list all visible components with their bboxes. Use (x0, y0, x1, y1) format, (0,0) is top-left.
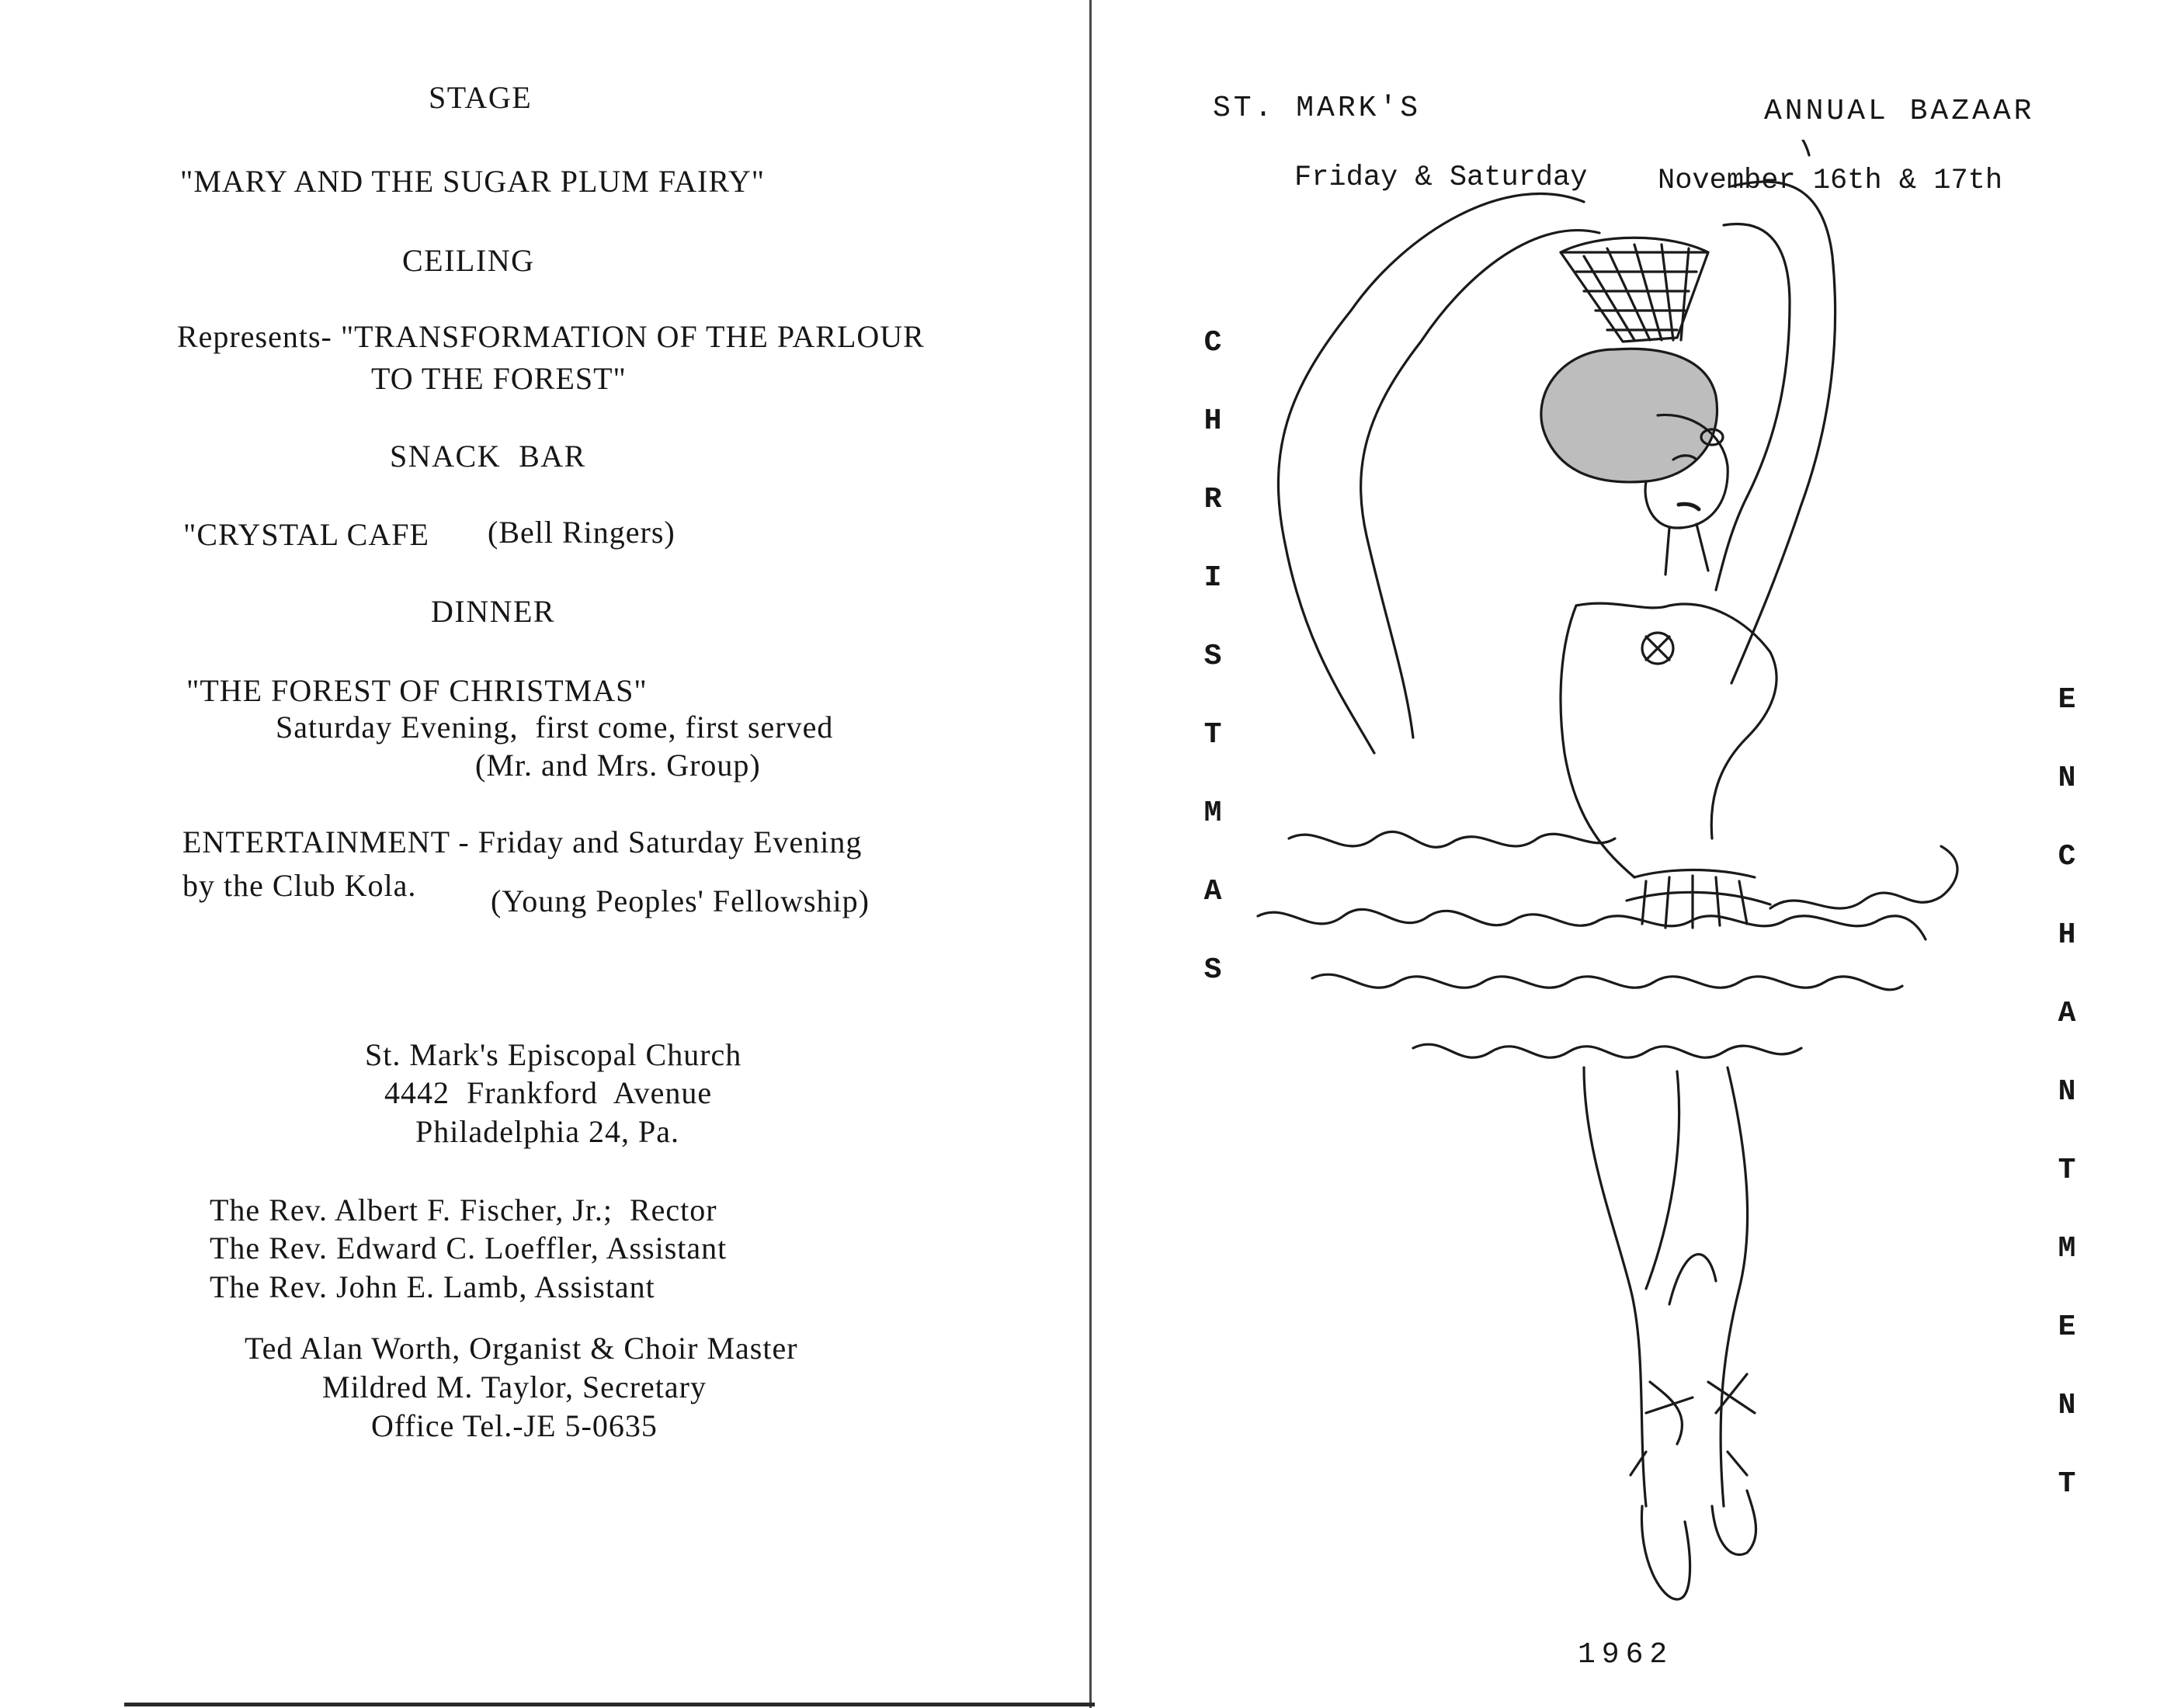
clergy-line: The Rev. Albert F. Fischer, Jr.; Rector (210, 1192, 717, 1227)
staff-line: Office Tel.-JE 5-0635 (371, 1408, 658, 1443)
clergy-line: The Rev. Edward C. Loeffler, Assistant (210, 1231, 728, 1265)
bazaar-days: Friday & Saturday (1294, 161, 1588, 194)
ceiling-heading: CEILING (402, 243, 535, 278)
ceiling-line-1: Represents- "TRANSFORMATION OF THE PARLOUR (177, 319, 925, 354)
page-bottom-edge (124, 1703, 1095, 1706)
vertical-letter: N (2058, 1389, 2076, 1422)
snack-bar-heading: SNACK BAR (390, 439, 586, 474)
vertical-letter: M (2058, 1232, 2076, 1265)
bazaar-title-left: ST. MARK'S (1213, 92, 1422, 125)
dinner-group: (Mr. and Mrs. Group) (475, 748, 761, 783)
vertical-letter: S (1203, 953, 1222, 987)
snack-bar-name: "CRYSTAL CAFE (183, 517, 429, 552)
dinner-heading: DINNER (431, 594, 556, 629)
entertainment-group: (Young Peoples' Fellowship) (491, 884, 870, 918)
church-street: 4442 Frankford Avenue (384, 1075, 713, 1110)
snack-bar-group: (Bell Ringers) (488, 515, 675, 550)
staff-line: Mildred M. Taylor, Secretary (322, 1370, 707, 1404)
dinner-time: Saturday Evening, first come, first served (276, 710, 834, 745)
vertical-letter: T (1203, 718, 1222, 752)
vertical-letter: M (1203, 797, 1222, 830)
vertical-letter: T (2058, 1154, 2076, 1187)
ballerina-illustration-icon (1211, 140, 1972, 1615)
vertical-letter: E (2058, 1311, 2076, 1344)
church-name: St. Mark's Episcopal Church (365, 1037, 742, 1072)
bazaar-title-right: ANNUAL BAZAAR (1764, 95, 2035, 128)
bazaar-dates: November 16th & 17th (1658, 165, 2003, 197)
staff-line: Ted Alan Worth, Organist & Choir Master (245, 1331, 798, 1366)
vertical-letter: C (2058, 840, 2076, 873)
vertical-letter: A (2058, 997, 2076, 1030)
dinner-title: "THE FOREST OF CHRISTMAS" (186, 673, 648, 708)
vertical-letter: N (2058, 1075, 2076, 1109)
vertical-letter: H (2058, 918, 2076, 952)
stage-heading: STAGE (429, 80, 533, 115)
vertical-letter: E (2058, 683, 2076, 717)
stage-title: "MARY AND THE SUGAR PLUM FAIRY" (180, 164, 766, 199)
church-city: Philadelphia 24, Pa. (415, 1114, 679, 1149)
vertical-letter: S (1203, 640, 1222, 673)
vertical-letter: C (1203, 326, 1222, 359)
entertainment-line-2: by the Club Kola. (182, 868, 417, 903)
vertical-letter: N (2058, 762, 2076, 795)
entertainment-line-1: ENTERTAINMENT - Friday and Saturday Evening (182, 824, 863, 859)
clergy-line: The Rev. John E. Lamb, Assistant (210, 1269, 655, 1304)
vertical-letter: I (1203, 561, 1222, 595)
vertical-letter: T (2058, 1467, 2076, 1501)
vertical-letter: H (1203, 404, 1222, 438)
vertical-word-enchantment (2044, 683, 2090, 1546)
year: 1962 (1578, 1638, 1674, 1672)
vertical-letter: R (1203, 483, 1222, 516)
ceiling-line-2: TO THE FOREST" (371, 361, 627, 396)
vertical-letter: A (1203, 875, 1222, 908)
